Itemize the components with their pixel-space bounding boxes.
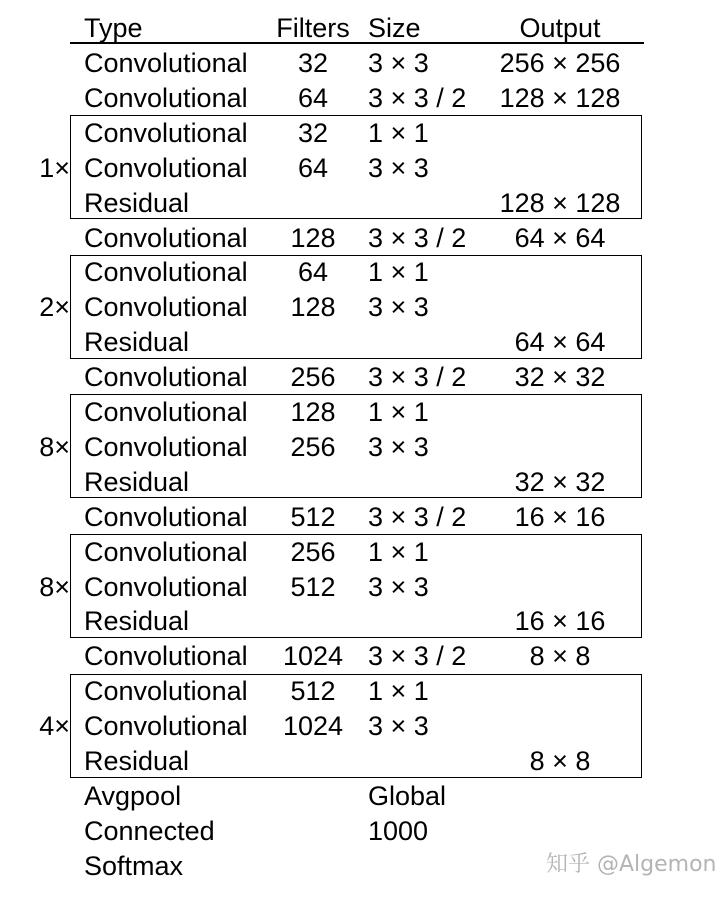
row-12-filters: 256 [290,432,336,462]
row-2-size: 3 × 3 / 2 [368,83,467,113]
row-22-type: Avgpool [84,781,182,811]
row-6-filters: 128 [290,223,336,253]
header-output: Output [519,13,601,43]
row-18-filters: 1024 [282,641,344,671]
row-16-size: 3 × 3 [368,572,429,602]
row-11-size: 1 × 1 [368,397,429,427]
row-20-mult: 4× [39,711,70,741]
row-7-filters: 64 [297,257,329,287]
row-4-mult: 1× [39,153,70,183]
row-11-filters: 128 [290,397,336,427]
row-16-type: Convolutional [84,572,248,602]
row-2-filters: 64 [297,83,329,113]
row-16-mult: 8× [39,572,70,602]
row-7-size: 1 × 1 [368,257,429,287]
row-21-output: 8 × 8 [529,746,591,776]
row-3-filters: 32 [297,118,329,148]
row-24-type: Softmax [84,851,184,881]
header-filters: Filters [276,13,350,43]
row-10-type: Convolutional [84,362,248,392]
row-17-type: Residual [84,606,190,636]
row-20-size: 3 × 3 [368,711,429,741]
row-1-type: Convolutional [84,48,248,78]
row-4-filters: 64 [297,153,329,183]
row-18-type: Convolutional [84,641,248,671]
row-22-size: Global [368,781,447,811]
row-1-output: 256 × 256 [499,48,621,78]
row-15-type: Convolutional [84,537,248,567]
row-20-type: Convolutional [84,711,248,741]
row-6-type: Convolutional [84,223,248,253]
row-1-size: 3 × 3 [368,48,429,78]
row-20-filters: 1024 [282,711,344,741]
row-14-output: 16 × 16 [514,502,606,532]
row-21-type: Residual [84,746,190,776]
header-type: Type [84,13,143,43]
row-3-type: Convolutional [84,118,248,148]
header-rule [70,42,644,44]
row-12-type: Convolutional [84,432,248,462]
row-8-filters: 128 [290,292,336,322]
row-13-output: 32 × 32 [514,467,606,497]
row-5-type: Residual [84,188,190,218]
watermark: 知乎 @Algemon [546,852,717,877]
row-14-size: 3 × 3 / 2 [368,502,467,532]
row-12-mult: 8× [39,432,70,462]
row-8-type: Convolutional [84,292,248,322]
row-10-output: 32 × 32 [514,362,606,392]
row-14-type: Convolutional [84,502,248,532]
row-10-size: 3 × 3 / 2 [368,362,467,392]
row-18-size: 3 × 3 / 2 [368,641,467,671]
row-8-mult: 2× [39,292,70,322]
row-3-size: 1 × 1 [368,118,429,148]
row-6-size: 3 × 3 / 2 [368,223,467,253]
row-7-type: Convolutional [84,257,248,287]
row-19-size: 1 × 1 [368,676,429,706]
row-9-type: Residual [84,327,190,357]
row-8-size: 3 × 3 [368,292,429,322]
row-1-filters: 32 [297,48,329,78]
row-19-filters: 512 [290,676,336,706]
row-11-type: Convolutional [84,397,248,427]
row-18-output: 8 × 8 [529,641,591,671]
header-size: Size [368,13,421,43]
row-15-size: 1 × 1 [368,537,429,567]
row-23-size: 1000 [368,816,429,846]
row-12-size: 3 × 3 [368,432,429,462]
row-2-output: 128 × 128 [499,83,621,113]
row-10-filters: 256 [290,362,336,392]
row-23-type: Connected [84,816,215,846]
row-13-type: Residual [84,467,190,497]
row-15-filters: 256 [290,537,336,567]
row-5-output: 128 × 128 [499,188,621,218]
row-19-type: Convolutional [84,676,248,706]
row-6-output: 64 × 64 [514,223,606,253]
row-4-size: 3 × 3 [368,153,429,183]
row-17-output: 16 × 16 [514,606,606,636]
row-16-filters: 512 [290,572,336,602]
row-2-type: Convolutional [84,83,248,113]
row-4-type: Convolutional [84,153,248,183]
row-14-filters: 512 [290,502,336,532]
row-9-output: 64 × 64 [514,327,606,357]
